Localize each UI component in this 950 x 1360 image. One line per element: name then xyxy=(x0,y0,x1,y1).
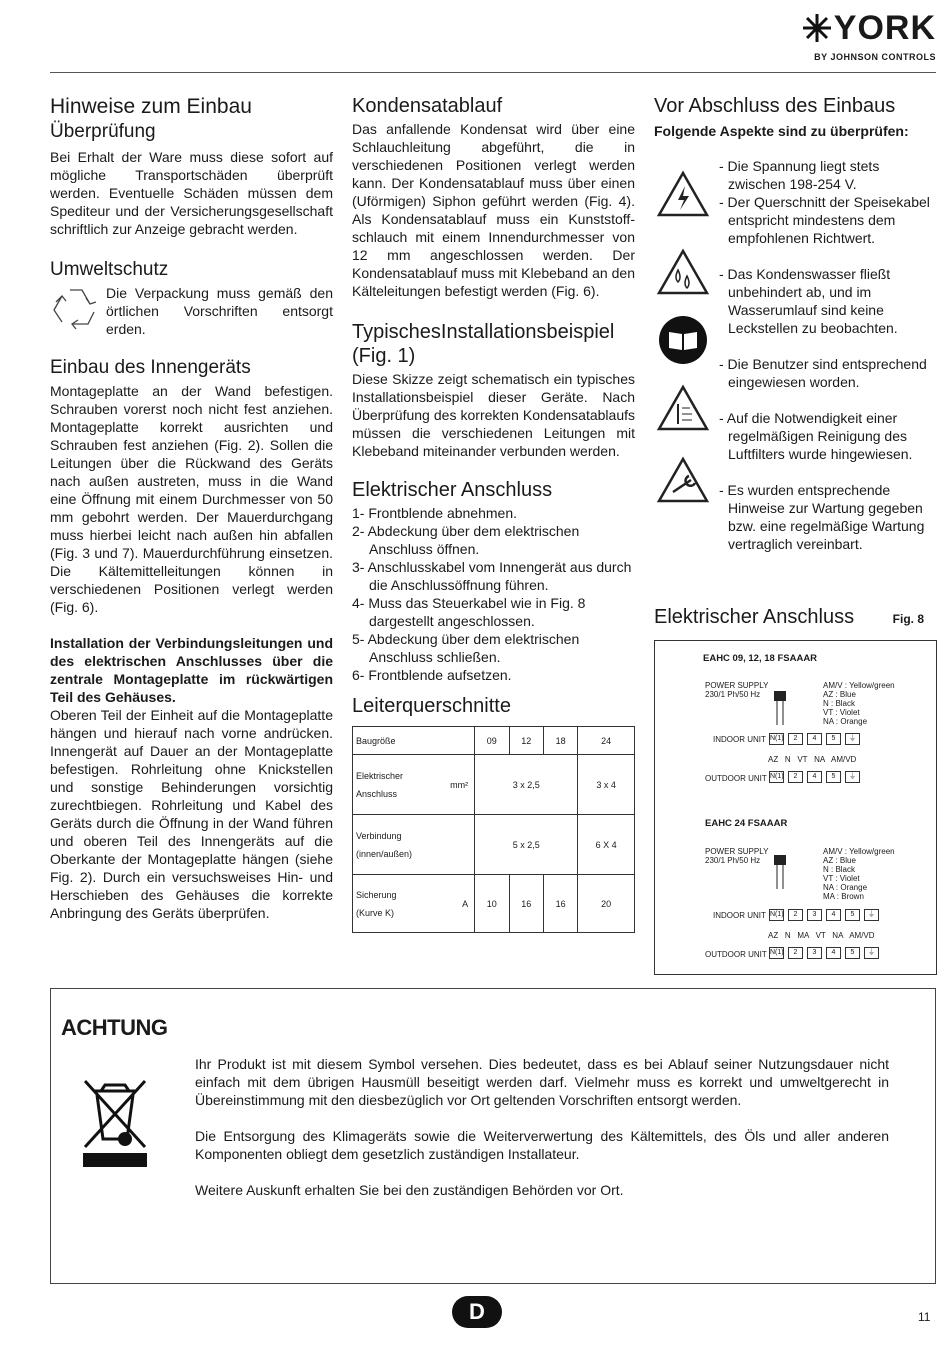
table-cell: 6 X 4 xyxy=(578,815,635,875)
terminal: ⏚ xyxy=(845,771,860,783)
table-cell: 3 x 4 xyxy=(578,755,635,815)
table-row xyxy=(353,727,635,755)
check-items xyxy=(719,157,937,553)
table-cell: A xyxy=(419,875,475,933)
table-row xyxy=(353,875,635,933)
section-title-condensate: Kondensatablauf xyxy=(352,95,503,117)
outdoor-label: OUTDOOR UNIT xyxy=(705,774,767,783)
list-item: - Die Spannung liegt stets zwischen 198-254 V. xyxy=(719,158,880,192)
section-title-conductors: Leiterquerschnitte xyxy=(352,695,511,717)
warning-icons xyxy=(656,170,710,504)
wire-labels: AZ N VT NA AM/VD xyxy=(768,755,857,764)
terminal: N(1) xyxy=(769,771,784,783)
list-item: - Das Kondenswasser fließt unbehindert ab, und im Wasserumlauf sind keine Leckstellen zu beobachten. xyxy=(719,266,898,336)
legend-item: NA : Orange xyxy=(823,883,868,892)
legend-item: VT : Violet xyxy=(823,874,860,883)
list-item: 5- Abdeckung über dem elektrischen Anschluss schließen. xyxy=(352,631,580,665)
list-item: 4- Muss das Steuerkabel wie in Fig. 8 dargestellt angeschlossen. xyxy=(352,595,586,629)
power-value: 230/1 Ph/50 Hz xyxy=(705,690,761,699)
table-cell: 3 x 2,5 xyxy=(475,755,578,815)
indoor-label: INDOOR UNIT xyxy=(713,735,766,744)
list-item: 1- Frontblende abnehmen. xyxy=(352,505,517,521)
terminal: 4 xyxy=(826,909,841,921)
terminal: N(1) xyxy=(769,909,784,921)
list-item: - Der Querschnitt der Speisekabel entspricht mindestens dem empfohlenen Richtwert. xyxy=(719,194,930,246)
terminal: 2 xyxy=(788,909,803,921)
achtung-title: ACHTUNG xyxy=(61,1015,168,1040)
fig-label: Fig. 8 xyxy=(892,612,924,626)
table-cell: Baugröße xyxy=(353,727,475,755)
example-text: Diese Skizze zeigt schematisch ein typisches Installationsbeispiel dieser Geräte. Nach Überprüfung des korrekten Kondensatablaufs müssen die verschiedenen Leitungen mit Klebeband miteinander verbunden werden. xyxy=(352,371,635,459)
indoor-terminals xyxy=(769,733,864,745)
electrical-steps xyxy=(352,504,635,684)
column-right xyxy=(654,94,936,140)
logo-word: YORK xyxy=(833,9,936,47)
legend-item: N : Black xyxy=(823,699,856,708)
environment-block xyxy=(50,284,333,338)
terminal: ⏚ xyxy=(864,909,879,921)
table-cell: 12 xyxy=(509,727,543,755)
list-item: - Es wurden entsprechende Hinweise zur Wartung gegeben bzw. eine regelmäßige Wartung vertraglich vereinbart. xyxy=(719,482,925,552)
table-row xyxy=(353,815,635,875)
column-middle xyxy=(352,94,635,933)
terminal: 5 xyxy=(826,733,841,745)
conductor-table xyxy=(352,726,635,933)
diagram-a-power xyxy=(705,681,768,699)
outdoor-label: OUTDOOR UNIT xyxy=(705,950,767,959)
table-cell: mm² xyxy=(419,755,475,815)
list-item: - Auf die Notwendigkeit einer regelmäßigen Reinigung des Luftfilters wurde hingewiesen. xyxy=(719,410,913,462)
table-cell xyxy=(419,815,475,875)
list-item: 2- Abdeckung über dem elektrischen Anschluss öffnen. xyxy=(352,523,580,557)
high-voltage-warning-icon xyxy=(656,170,710,218)
terminal: 4 xyxy=(807,733,822,745)
inspection-text: Bei Erhalt der Ware muss diese sofort auf mögliche Transportschäden überprüft werden. Eventuelle Schäden müssen dem Spediteur und der Versicherungsgesellschaft schriftlich zur Anzeige gebracht werden. xyxy=(50,149,333,237)
plug-icon xyxy=(773,687,787,727)
outdoor-terminals xyxy=(769,947,883,959)
diagram-b-power xyxy=(705,847,768,865)
diagram-b-legend xyxy=(823,847,895,901)
table-cell: Verbindung (innen/außen) xyxy=(353,815,420,875)
power-label: POWER SUPPLY xyxy=(705,847,769,856)
section-title-final-check: Vor Abschluss des Einbaus xyxy=(654,95,896,117)
terminal: N(1) xyxy=(769,733,784,745)
section-title-electrical-right: Elektrischer Anschluss xyxy=(654,606,855,628)
legend-item: AZ : Blue xyxy=(823,690,856,699)
connection-heading: Installation der Verbindungsleitungen und des elektrischen Anschlusses über die zentrale Montageplatte im rückwärtigen Teil des Gehäuses. xyxy=(50,635,333,705)
condensate-warning-icon xyxy=(656,248,710,296)
section-title-indoor-install: Einbau des Innengeräts xyxy=(50,357,251,378)
header-divider xyxy=(50,72,936,73)
page-title: Hinweise zum Einbau xyxy=(50,95,252,118)
table-cell: Elektrischer Anschluss xyxy=(353,755,420,815)
table-cell: 18 xyxy=(543,727,577,755)
york-logo xyxy=(786,10,936,62)
legend-item: AZ : Blue xyxy=(823,856,856,865)
legend-item: AM/V : Yellow/green xyxy=(823,681,895,690)
terminal: 5 xyxy=(826,771,841,783)
environment-text: Die Verpackung muss gemäß den örtlichen Vorschriften entsorgt erden. xyxy=(106,285,333,337)
indoor-label: INDOOR UNIT xyxy=(713,911,766,920)
table-cell: 24 xyxy=(578,727,635,755)
legend-item: AM/V : Yellow/green xyxy=(823,847,895,856)
table-cell: 20 xyxy=(578,875,635,933)
table-cell: 10 xyxy=(475,875,509,933)
terminal: 2 xyxy=(788,733,803,745)
terminal: 5 xyxy=(845,947,860,959)
table-cell: 09 xyxy=(475,727,509,755)
legend-item: N : Black xyxy=(823,865,856,874)
outdoor-terminals xyxy=(769,771,864,783)
terminal: 2 xyxy=(788,947,803,959)
manual-book-icon xyxy=(656,314,710,366)
legend-item: NA : Orange xyxy=(823,717,868,726)
terminal: N(1) xyxy=(769,947,784,959)
final-check-subtitle: Folgende Aspekte sind zu überprüfen: xyxy=(654,123,909,139)
terminal: 3 xyxy=(807,947,822,959)
table-cell: 5 x 2,5 xyxy=(475,815,578,875)
table-row xyxy=(353,755,635,815)
table-cell: 16 xyxy=(543,875,577,933)
terminal: 3 xyxy=(807,909,822,921)
achtung-paragraph: Weitere Auskunft erhalten Sie bei den zuständigen Behörden vor Ort. xyxy=(195,1182,624,1198)
terminal: ⏚ xyxy=(864,947,879,959)
power-value: 230/1 Ph/50 Hz xyxy=(705,856,761,865)
terminal: 4 xyxy=(807,771,822,783)
diagram-a-legend xyxy=(823,681,895,726)
terminal: ⏚ xyxy=(845,733,860,745)
terminal: 2 xyxy=(788,771,803,783)
achtung-paragraph: Ihr Produkt ist mit diesem Symbol versehen. Dies bedeutet, dass es bei Ablauf seiner Nutzungsdauer nicht einfach mit dem übrigen Hausmüll beseitigt werden darf. Vielmehr muss es korrekt und umweltgerecht in Übereinstimmung mit den diesbezüglich vor Ort geltenden Vorschriften entsorgt werden. xyxy=(195,1056,889,1108)
page-number: 11 xyxy=(918,1310,931,1324)
wire-labels: AZ N MA VT NA AM/VD xyxy=(768,931,875,940)
table-cell: 16 xyxy=(509,875,543,933)
diagram-a-title: EAHC 09, 12, 18 FSAAAR xyxy=(703,653,818,664)
connection-text: Oberen Teil der Einheit auf die Montageplatte hängen und hierauf nach vorne andrücken. Innengerät auf Dauer an der Montageplatte befestigen. Rohrleitung ohne Knickstellen und sonstige Behinderungen vorsichtig zurechtbiegen. Rohrleitung und Kabel des Geräts durch die Öffnung in der Wand führen und oberen Teil des Innengeräts auf die Oberkante der Montageplatte hängen (siehe Fig. 2). Durch ein versuchsweises Hin- und Herschieben des Gehäuses die korrekte Anbringung des Geräts überprüfen. xyxy=(50,707,333,921)
section-title-inspection: Überprüfung xyxy=(50,121,156,142)
logo-subtitle: BY JOHNSON CONTROLS xyxy=(814,52,936,62)
section-title-example: TypischesInstallationsbeispiel (Fig. 1) xyxy=(352,321,615,367)
legend-item: VT : Violet xyxy=(823,708,860,717)
list-item: 3- Anschlusskabel vom Innengerät aus durch die Anschlussöffnung führen. xyxy=(352,559,632,593)
achtung-box xyxy=(50,988,936,1284)
language-badge: D xyxy=(452,1296,502,1328)
diagram-b-title: EAHC 24 FSAAAR xyxy=(705,818,788,829)
snowflake-icon xyxy=(802,13,832,43)
terminal: 5 xyxy=(845,909,860,921)
section-title-environment: Umweltschutz xyxy=(50,259,169,280)
indoor-install-text: Montageplatte an der Wand befestigen. Schrauben vorerst noch nicht fest anziehen. Montageplatte korrekt ausrichten und Schrauben fest anziehen (Fig. 2). Sollen die Leitungen über die Rückwand des Geräts nach außen austreten, muss in die Wand eine Öffnung mit einem Durchmesser von 50 mm gebohrt werden. Der Mauerdurchgang muss hierbei leicht nach außen hin abfallen (Fig. 3 und 7). Mauerdurchführung einsetzen. Die Kältemittelleitungen können in verschiedenen Positionen verlegt werden (Fig. 6). xyxy=(50,383,333,615)
fig8-header xyxy=(654,606,936,629)
achtung-paragraph: Die Entsorgung des Klimageräts sowie die Weiterverwertung des Kältemittels, des Öls und aller anderen Komponenten obliegt dem gesetzlich zuständigen Installateur. xyxy=(195,1128,889,1162)
condensate-text: Das anfallende Kondensat wird über eine Schlauchleitung abgeführt, die in verschiedenen Positionen verlegt werden kann. Der Kondensatablauf muss über einen (Uförmigen) Siphon geführt werden (Fig. 4). Als Kondensatablauf muss ein Kunststoffschlauch mit einem Innendurchmesser von 12 mm angeschlossen werden. Der Kondensatablauf muss mit Klebeband an den Kälteleitungen befestigt werden (Fig. 6). xyxy=(352,121,635,299)
column-left xyxy=(50,94,333,922)
section-title-electrical: Elektrischer Anschluss xyxy=(352,479,553,501)
recycle-icon xyxy=(50,284,102,330)
legend-item: MA : Brown xyxy=(823,892,864,901)
final-check-list xyxy=(719,157,937,553)
wiring-diagram xyxy=(654,640,937,975)
power-label: POWER SUPPLY xyxy=(705,681,769,690)
table-cell: Sicherung (Kurve K) xyxy=(353,875,420,933)
weee-bin-icon xyxy=(81,1077,149,1169)
terminal: 4 xyxy=(826,947,841,959)
indoor-terminals xyxy=(769,909,883,921)
plug-icon xyxy=(773,851,787,891)
maintenance-wrench-icon xyxy=(656,456,710,504)
list-item: 6- Frontblende aufsetzen. xyxy=(352,667,512,683)
filter-warning-icon xyxy=(656,384,710,432)
list-item: - Die Benutzer sind entsprechend eingewiesen worden. xyxy=(719,356,927,390)
achtung-text xyxy=(195,1055,889,1199)
